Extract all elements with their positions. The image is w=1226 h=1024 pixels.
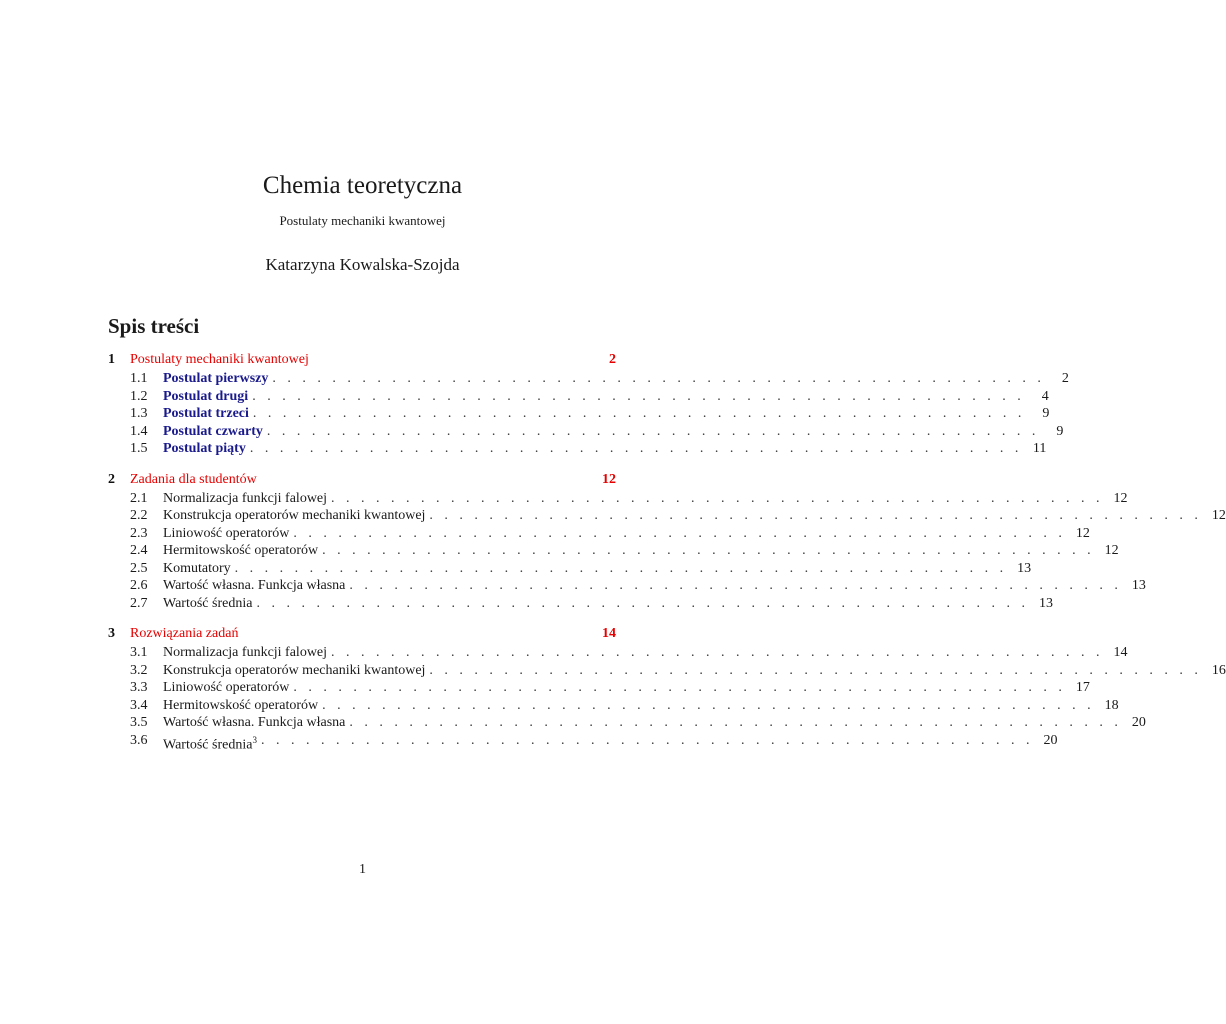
footnote-marker[interactable]: 3 [252, 734, 257, 745]
toc-entry-1-3[interactable] [108, 405, 1050, 423]
toc-entry-link[interactable]: Normalizacja funkcji falowej [163, 645, 328, 660]
toc-leader-dots: . . . . . . . . . . . . . . . . . . . . . . . . . . . . . . . . . . . . . . . . . . . . . . . . . . . . [266, 423, 1040, 439]
toc-section-3[interactable] [108, 624, 616, 644]
toc-entry-2-3[interactable] [108, 525, 1090, 543]
toc-entry-link[interactable]: Wartość średnia [163, 595, 253, 611]
table-of-contents [108, 350, 1226, 753]
toc-entry-number: 1.4 [130, 423, 148, 439]
toc-entry-page[interactable]: 13 [1131, 578, 1146, 593]
toc-entry-page[interactable]: 16 [1211, 662, 1226, 678]
toc-leader-dots: . . . . . . . . . . . . . . . . . . . . . . . . . . . . . . . . . . . . . . . . . . . . . . . . . . . . [429, 508, 1202, 523]
toc-entry-page[interactable]: 9 [1056, 423, 1064, 439]
toc-entry-page[interactable]: 12 [1104, 543, 1119, 558]
toc-entry-3-6[interactable] [108, 732, 1058, 753]
toc-entry-1-5[interactable] [108, 440, 1047, 458]
toc-leader-dots: . . . . . . . . . . . . . . . . . . . . . . . . . . . . . . . . . . . . . . . . . . . . . . . . . . . . [293, 680, 1066, 695]
toc-entry-3-5[interactable] [108, 714, 1146, 732]
toc-section-number: 2 [108, 471, 115, 487]
page-number: 1 [359, 862, 366, 877]
toc-entry-link[interactable]: Komutatory [163, 560, 231, 576]
toc-entry-page[interactable]: 12 [1075, 525, 1090, 541]
toc-entry-2-7[interactable] [108, 595, 1053, 613]
toc-entry-number: 3.3 [130, 680, 148, 695]
toc-section-page[interactable]: 14 [602, 626, 616, 641]
toc-entry-link[interactable]: Konstrukcja operatorów mechaniki kwantowej [163, 662, 426, 678]
toc-leader-dots: . . . . . . . . . . . . . . . . . . . . . . . . . . . . . . . . . . . . . . . . . . . . . . . . . . . . [293, 525, 1066, 541]
toc-entry-page[interactable]: 18 [1104, 697, 1119, 713]
toc-entry-page[interactable]: 12 [1113, 490, 1128, 506]
toc-entry-number: 2.1 [130, 490, 148, 506]
toc-section-link[interactable]: Postulaty mechaniki kwantowej [130, 352, 309, 367]
toc-entry-link[interactable]: Postulat czwarty [163, 423, 263, 439]
toc-leader-dots: . . . . . . . . . . . . . . . . . . . . . . . . . . . . . . . . . . . . . . . . . . . . . . . . . . . . [322, 543, 1095, 558]
toc-leader-dots: . . . . . . . . . . . . . . . . . . . . . . . . . . . . . . . . . . . . . . . . . . . . . . . . . . . . [349, 715, 1122, 730]
toc-entry-1-1[interactable] [108, 370, 1069, 388]
toc-leader-dots: . . . . . . . . . . . . . . . . . . . . . . . . . . . . . . . . . . . . . . . . . . . . . . . . . . . . [256, 595, 1029, 611]
toc-leader-dots: . . . . . . . . . . . . . . . . . . . . . . . . . . . . . . . . . . . . . . . . . . . . . . . . . . . . [249, 441, 1023, 456]
toc-entry-page[interactable]: 12 [1211, 508, 1226, 523]
toc-section-page[interactable]: 12 [602, 471, 616, 487]
toc-leader-dots: . . . . . . . . . . . . . . . . . . . . . . . . . . . . . . . . . . . . . . . . . . . . . . . . . . . . [331, 645, 1104, 660]
toc-leader-dots: . . . . . . . . . . . . . . . . . . . . . . . . . . . . . . . . . . . . . . . . . . . . . . . . . . . . [349, 578, 1122, 593]
toc-section-page[interactable]: 2 [609, 352, 616, 367]
toc-entry-link[interactable]: Hermitowskość operatorów [163, 697, 319, 713]
toc-entry-page[interactable]: 13 [1038, 595, 1053, 611]
toc-leader-dots: . . . . . . . . . . . . . . . . . . . . . . . . . . . . . . . . . . . . . . . . . . . . . . . . . . . . [429, 662, 1202, 678]
toc-entry-page[interactable]: 9 [1042, 406, 1050, 421]
document-author: Katarzyna Kowalska-Szojda [265, 255, 460, 274]
document-title: Chemia teoretyczna [262, 172, 463, 199]
toc-entry-3-3[interactable] [108, 679, 1090, 697]
toc-entry-1-4[interactable] [108, 423, 1064, 441]
toc-leader-dots: . . . . . . . . . . . . . . . . . . . . . . . . . . . . . . . . . . . . . . . . . . . . . . . . . . . . [322, 697, 1095, 713]
toc-section-1[interactable] [108, 350, 616, 370]
toc-entry-number: 2.3 [130, 525, 148, 541]
toc-entry-link[interactable]: Liniowość operatorów [163, 525, 290, 541]
toc-entry-link[interactable]: Postulat pierwszy [163, 371, 269, 386]
toc-entry-number: 2.2 [130, 508, 148, 523]
toc-entry-page[interactable]: 11 [1032, 441, 1047, 456]
toc-leader-dots: . . . . . . . . . . . . . . . . . . . . . . . . . . . . . . . . . . . . . . . . . . . . . . . . . . . . [331, 490, 1104, 506]
toc-leader-dots: . . . . . . . . . . . . . . . . . . . . . . . . . . . . . . . . . . . . . . . . . . . . . . . . . . . . [252, 406, 1026, 421]
toc-entry-number: 3.4 [130, 697, 148, 713]
toc-entry-3-2[interactable] [108, 662, 1226, 680]
toc-leader-dots: . . . . . . . . . . . . . . . . . . . . . . . . . . . . . . . . . . . . . . . . . . . . . . . . . . . . [272, 371, 1045, 386]
toc-entry-number: 3.5 [130, 715, 148, 730]
toc-entry-2-1[interactable] [108, 490, 1128, 508]
toc-entry-number: 2.7 [130, 595, 148, 611]
toc-entry-number: 2.6 [130, 578, 148, 593]
document-subtitle: Postulaty mechaniki kwantowej [279, 213, 446, 228]
toc-entry-page[interactable]: 2 [1061, 371, 1069, 386]
toc-section-number: 3 [108, 626, 115, 641]
toc-entry-link[interactable]: Postulat trzeci [163, 406, 249, 421]
toc-entry-link[interactable]: Konstrukcja operatorów mechaniki kwantowej [163, 508, 426, 523]
toc-entry-number: 2.4 [130, 543, 148, 558]
toc-entry-page[interactable]: 20 [1043, 732, 1058, 748]
toc-entry-number: 3.6 [130, 732, 148, 748]
toc-entry-3-4[interactable] [108, 697, 1119, 715]
toc-section-2[interactable] [108, 470, 616, 490]
toc-leader-dots: . . . . . . . . . . . . . . . . . . . . . . . . . . . . . . . . . . . . . . . . . . . . . . . . . . . . [252, 388, 1025, 404]
toc-entry-link[interactable]: Wartość własna. Funkcja własna [163, 578, 346, 593]
toc-entry-page[interactable]: 14 [1113, 645, 1128, 660]
toc-entry-page[interactable]: 20 [1131, 715, 1146, 730]
toc-section-link[interactable]: Zadania dla studentów [130, 471, 257, 487]
toc-entry-3-1[interactable] [108, 644, 1128, 662]
toc-entry-link[interactable] [163, 732, 257, 753]
toc-heading: Spis treści [108, 314, 200, 338]
toc-entry-page[interactable]: 13 [1017, 560, 1032, 576]
toc-leader-dots: . . . . . . . . . . . . . . . . . . . . . . . . . . . . . . . . . . . . . . . . . . . . . . . . . . . . [260, 732, 1034, 748]
toc-entry-2-6[interactable] [108, 577, 1146, 595]
toc-entry-number: 1.1 [130, 371, 148, 386]
toc-entry-title-text: Wartość średnia [163, 737, 253, 753]
toc-entry-link[interactable]: Liniowość operatorów [163, 680, 290, 695]
toc-entry-page[interactable]: 4 [1041, 388, 1049, 404]
toc-entry-link[interactable]: Postulat piąty [163, 441, 246, 456]
toc-entry-number: 1.5 [130, 441, 148, 456]
toc-entry-2-5[interactable] [108, 560, 1032, 578]
toc-entry-2-2[interactable] [108, 507, 1226, 525]
toc-entry-link[interactable]: Wartość własna. Funkcja własna [163, 715, 346, 730]
toc-leader-dots: . . . . . . . . . . . . . . . . . . . . . . . . . . . . . . . . . . . . . . . . . . . . . . . . . . . . [234, 560, 1008, 576]
toc-entry-number: 2.5 [130, 560, 148, 576]
toc-entry-number: 3.1 [130, 645, 148, 660]
toc-entry-number: 1.3 [130, 406, 148, 421]
toc-entry-1-2[interactable] [108, 388, 1049, 406]
toc-entry-2-4[interactable] [108, 542, 1119, 560]
toc-entry-link[interactable]: Normalizacja funkcji falowej [163, 490, 328, 506]
toc-section-link[interactable]: Rozwiązania zadań [130, 626, 239, 641]
toc-entry-page[interactable]: 17 [1075, 680, 1090, 695]
toc-entry-number: 1.2 [130, 388, 148, 404]
toc-entry-link[interactable]: Hermitowskość operatorów [163, 543, 319, 558]
toc-entry-number: 3.2 [130, 662, 148, 678]
toc-section-number: 1 [108, 352, 115, 367]
toc-entry-link[interactable]: Postulat drugi [163, 388, 249, 404]
